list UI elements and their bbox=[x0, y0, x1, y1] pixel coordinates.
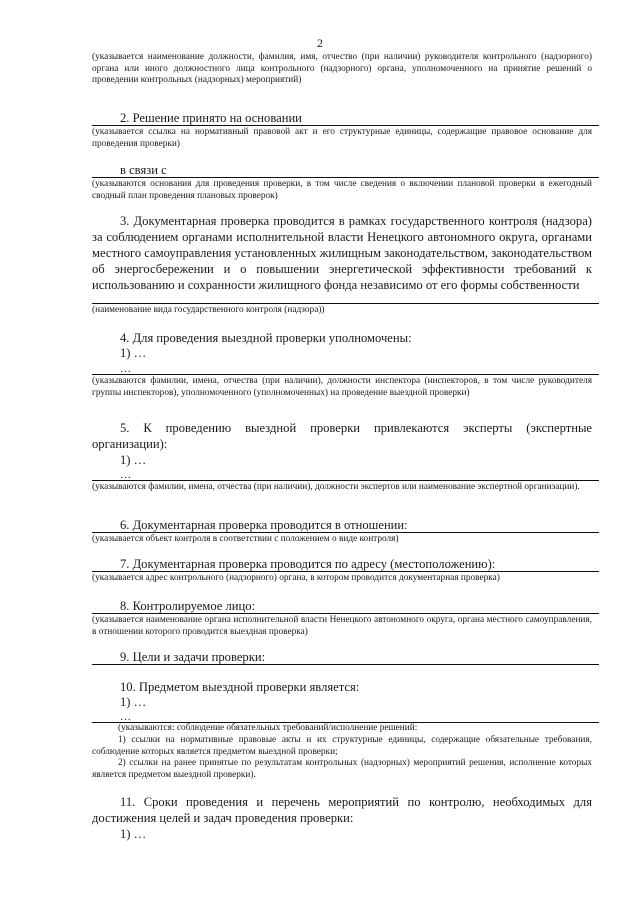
fill-line bbox=[92, 571, 599, 572]
list-ellipsis: … bbox=[120, 711, 131, 723]
item-7-address: 7. Документарная проверка проводится по адресу (местоположению): bbox=[120, 557, 496, 571]
item-11-terms: 11. Сроки проведения и перечень мероприятий по контролю, необходимых для достижения целей и задач проведения проверки: bbox=[92, 795, 592, 825]
fill-line bbox=[92, 303, 599, 304]
note-address: (указывается адрес контрольного (надзорного) органа, в котором проводится документарная проверка) bbox=[92, 573, 500, 583]
item-9-goals: 9. Цели и задачи проверки: bbox=[120, 650, 266, 664]
item-2-basis: 2. Решение принято на основании bbox=[120, 111, 302, 125]
item-5-experts: 5. К проведению выездной проверки привлекаются эксперты (экспертные организации): bbox=[92, 421, 592, 451]
note-control-type: (наименование вида государственного контроля (надзора)) bbox=[92, 305, 325, 315]
note-official: (указывается наименование должности, фамилия, имя, отчество (при наличии) руководителя контрольного (надзорного) органа или иного должностного лица контрольного (надзорного) органа, уполномоченного на принятие решений о проведении контрольных (надзорных) мероприятий) bbox=[92, 52, 592, 85]
note-subject-1: 1) ссылки на нормативные правовые акты и их структурные единицы, содержащие обязательные требования, соблюдение которых является предметом выездной проверки; bbox=[92, 735, 592, 757]
note-reasons: (указываются основания для проведения проверки, в том числе сведения о включении плановой проверки в ежегодный сводный план проведения плановых проверок) bbox=[92, 179, 592, 201]
note-subject-2: 2) ссылки на ранее принятые по результатам контрольных (надзорных) мероприятий решения, исполнение которых является предметом выездной проверки). bbox=[92, 758, 592, 780]
list-item-first: 1) … bbox=[120, 827, 147, 841]
note-inspectors: (указываются фамилии, имена, отчества (при наличии), должности инспектора (инспекторов, в том числе руководителя группы инспекторов), уполномоченного (уполномоченных) на проведение выездной проверки) bbox=[92, 376, 592, 398]
note-experts: (указываются фамилии, имена, отчества (при наличии), должности экспертов или наименование экспертной организации). bbox=[92, 482, 580, 492]
fill-line bbox=[92, 480, 599, 481]
list-item-first: 1) … bbox=[120, 346, 147, 360]
note-object: (указывается объект контроля в соответствии с положением о виде контроля) bbox=[92, 534, 399, 544]
list-item-first: 1) … bbox=[120, 695, 147, 709]
note-person: (указывается наименование органа исполнительной власти Ненецкого автономного округа, органа местного самоуправления, в отношении которого проводится выездная проверка) bbox=[92, 615, 592, 637]
list-ellipsis: … bbox=[120, 469, 131, 481]
note-basis: (указывается ссылка на нормативный правовой акт и его структурные единицы, содержащие правовое основание для проведения проверки) bbox=[92, 127, 592, 149]
fill-line bbox=[92, 125, 599, 126]
fill-line bbox=[92, 664, 599, 665]
page-number: 2 bbox=[317, 36, 323, 50]
item-6-object: 6. Документарная проверка проводится в отношении: bbox=[120, 518, 408, 532]
item-8-person: 8. Контролируемое лицо: bbox=[120, 599, 256, 613]
item-3-control: 3. Документарная проверка проводится в рамках государственного контроля (надзора) за соблюдением органами исполнительной власти Ненецкого автономного округа, органами местного самоуправления установленных жилищным законодательством, законодательством об энергосбережении и о повышении энергетической эффективности требований к использованию и сохранности жилищного фонда независимо от его формы собственности bbox=[92, 214, 592, 292]
list-ellipsis: … bbox=[120, 363, 131, 375]
fill-line bbox=[92, 532, 599, 533]
fill-line bbox=[92, 613, 599, 614]
fill-line bbox=[92, 374, 599, 375]
item-10-subject: 10. Предметом выездной проверки является: bbox=[120, 680, 360, 694]
list-item-first: 1) … bbox=[120, 453, 147, 467]
note-subject-head: (указываются: соблюдение обязательных требований/исполнение решений: bbox=[118, 723, 418, 733]
item-4-inspectors: 4. Для проведения выездной проверки уполномочены: bbox=[120, 331, 412, 345]
fill-line bbox=[92, 177, 599, 178]
item-2-reason: в связи с bbox=[120, 163, 167, 177]
